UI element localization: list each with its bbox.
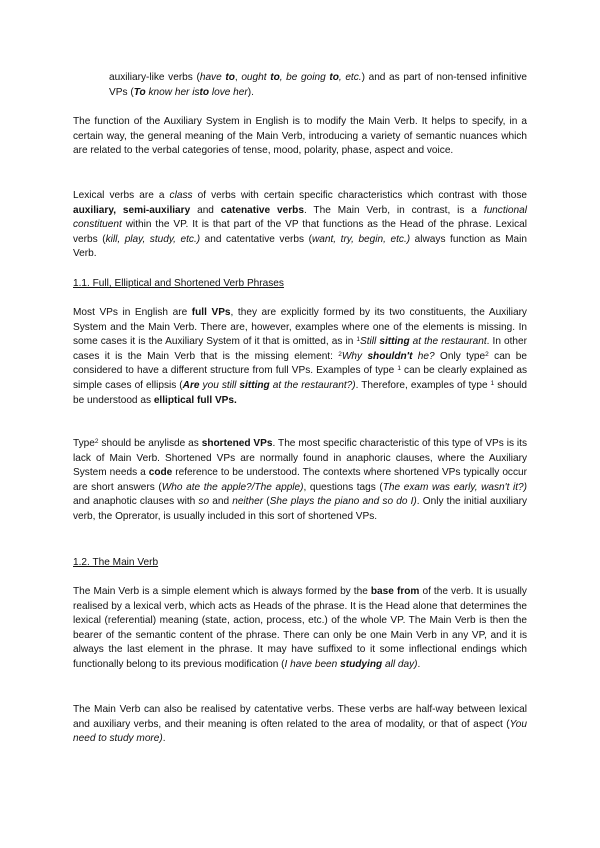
text: and — [209, 496, 233, 508]
text: You need to study more) — [73, 718, 527, 745]
text: be going — [286, 72, 330, 83]
text: of verbs with certain specific characteristics which contrast with those — [192, 190, 527, 201]
text: shouldn't — [367, 350, 413, 362]
text: to — [199, 86, 210, 98]
text: . The most specific characteristic of this type of VPs is its lack of Main Verb. Shortened VPs are normally found in anaphoric clauses, where the Auxiliary System needs a — [73, 438, 527, 479]
text: all day) — [382, 658, 418, 670]
text: Type — [73, 438, 95, 449]
text: can be considered to have a different structure from full VPs. Examples of type — [73, 350, 527, 377]
text: Are — [182, 379, 200, 391]
text: to — [225, 72, 235, 83]
text: at the restaurant?) — [269, 379, 356, 391]
text: sitting — [239, 379, 270, 391]
text: base from — [370, 586, 420, 597]
text: She plays the piano and so do I) — [269, 496, 417, 508]
text: ought — [241, 72, 271, 83]
text: reference to be understood. The contexts where shortened VPs typically occur are short answers ( — [73, 467, 528, 493]
text: . Therefore, examples of type — [355, 379, 491, 391]
text: The Main Verb can also be realised by catentative verbs. These verbs are half-way between lexical and auxiliary verbs, and their meaning is often related to the area of modality, or that of aspect ( — [73, 704, 527, 730]
text: . In other cases it is the Main Verb that is the missing element: — [73, 336, 528, 362]
text: functional constituent — [73, 204, 527, 231]
text: sitting — [379, 336, 410, 348]
text: auxiliary-like verbs ( — [109, 72, 200, 83]
text: Only type — [434, 350, 486, 362]
text: kill, play, study, etc.) — [105, 233, 201, 245]
text: Still — [360, 336, 380, 348]
text: . The Main Verb, in contrast, is a — [303, 204, 484, 216]
full-vps-paragraph — [73, 306, 527, 408]
text: auxiliary, semi-auxiliary — [73, 204, 191, 216]
text: elliptical full VPs. — [153, 394, 237, 406]
text: neither — [232, 496, 264, 508]
text: , questions tags ( — [303, 481, 383, 493]
text: to — [270, 72, 280, 83]
text: to — [329, 72, 339, 83]
text: To — [133, 86, 146, 98]
text: studying — [340, 658, 383, 670]
text: he? — [412, 350, 435, 362]
text: have — [199, 72, 226, 83]
section-heading-1-1: 1.1. Full, Elliptical and Shortened Verb Phrases — [73, 278, 284, 289]
text: and catentative verbs ( — [200, 233, 312, 245]
text: love her — [209, 86, 248, 98]
text: ) and as part of non-tensed infinitive VPs ( — [109, 72, 527, 98]
main-verb-paragraph — [73, 585, 527, 673]
text: The Main Verb is a simple element which is always formed by the — [73, 586, 371, 597]
text: always function as Main Verb. — [73, 233, 527, 260]
text: . Only the initial auxiliary verb, the Oprerator, is usually included in this sort of shortened VPs. — [73, 496, 527, 522]
superscript: 2 — [338, 350, 342, 358]
text: full VPs — [191, 307, 231, 318]
text: and anaphotic clauses with — [73, 496, 199, 508]
text: so — [198, 496, 210, 508]
text: . — [162, 733, 166, 745]
text: ( — [263, 496, 270, 508]
intro-continuation-paragraph — [109, 71, 527, 100]
catenative-paragraph — [73, 703, 527, 747]
text: should be understood as — [73, 379, 527, 406]
text: . — [417, 658, 421, 670]
text: Who ate the apple?/The apple) — [161, 481, 304, 493]
text: should be anylisde as — [98, 438, 202, 449]
text: class — [169, 190, 193, 201]
text: know her is — [145, 86, 200, 98]
text: and — [190, 204, 221, 216]
text: you still — [199, 379, 240, 391]
section-heading-1-2: 1.2. The Main Verb — [73, 557, 159, 568]
text: ). — [247, 86, 254, 98]
shortened-vps-paragraph — [73, 437, 527, 525]
text: code — [148, 467, 173, 479]
text: , etc. — [338, 72, 362, 83]
text: , — [234, 72, 242, 83]
text: of the verb. It is usually realised by a lexical verb, which acts as Heads of the phrase. It is the Head alone that determines the lexical (referential) meaning (state, action, process, etc.) of the whole VP. The Main Verb is then the bearer of the semantic content of the phrase. There can only be one Main Verb in any VP, and it is always the last element in the phrase. It may have suffixed to it some inflectional endings which functionally belong to its previous modification ( — [73, 586, 527, 670]
text: can be clearly explained as simple cases of ellipsis ( — [73, 365, 527, 391]
superscript: 1 — [397, 365, 401, 373]
superscript: 1 — [356, 336, 360, 344]
text: shortened VPs — [201, 438, 273, 449]
text: I have been — [284, 658, 341, 670]
text: , they are explicitly formed by its two constituents, the Auxiliary System and the Main Verb. There are, however, examples where one of the elements is missing. In some cases it is the Auxiliary System of it that is omitted, as in — [73, 307, 527, 348]
superscript: 2 — [485, 350, 489, 358]
superscript: 2 — [94, 438, 99, 445]
text: The exam was early, wasn't it?) — [382, 481, 528, 493]
superscript: 1 — [490, 379, 495, 387]
text: , — [279, 72, 287, 83]
text: catenative verbs — [220, 204, 304, 216]
text: Why — [341, 350, 368, 362]
lexical-verbs-paragraph — [73, 189, 527, 262]
text: Lexical verbs are a — [73, 190, 170, 201]
text: within the VP. It is that part of the VP that functions as the Head of the phrase. Lexical verbs ( — [73, 219, 527, 245]
text: Most VPs in English are — [73, 307, 192, 318]
text: at the restaurant — [409, 336, 487, 348]
text: want, try, begin, etc.) — [311, 233, 411, 245]
function-paragraph: The function of the Auxiliary System in English is to modify the Main Verb. It helps to specify, in a certain way, the general meaning of the Main Verb, introducing a variety of semantic nuances which are related to the verbal categories of tense, mood, polarity, phase, aspect and voice. — [73, 116, 527, 157]
